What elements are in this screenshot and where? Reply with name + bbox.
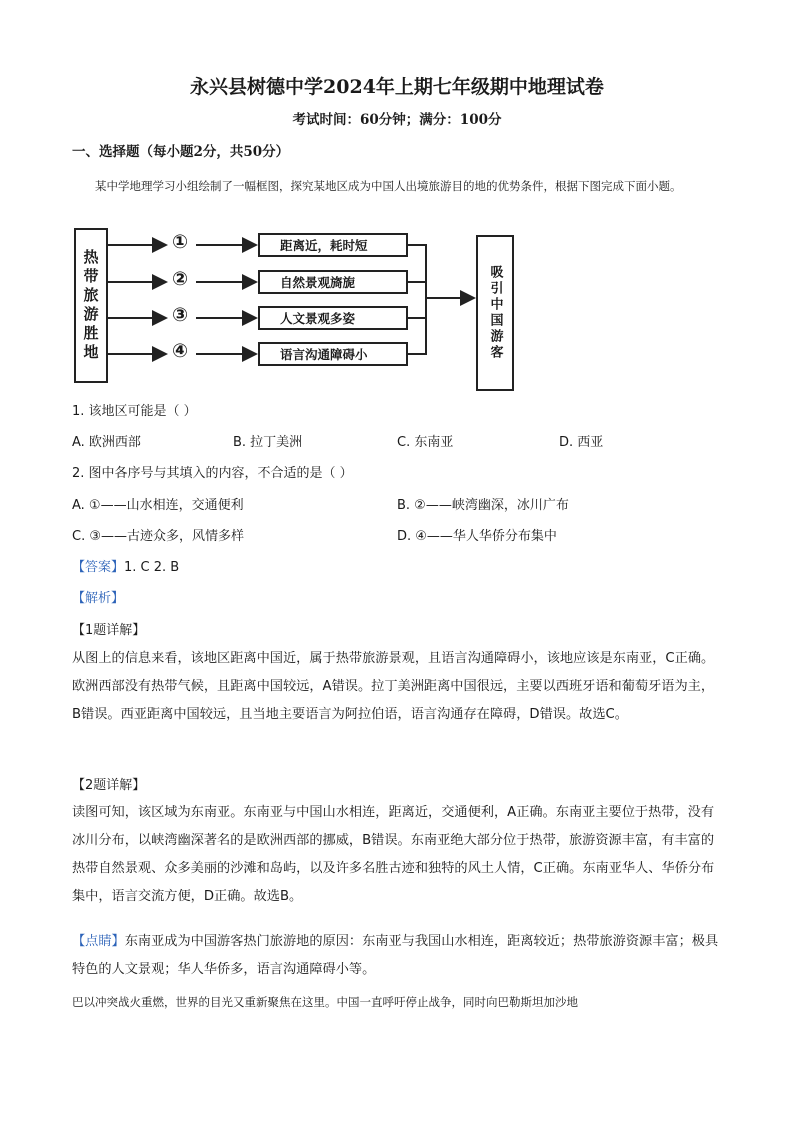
q1-option-a: A. 欧洲西部 <box>72 435 141 450</box>
bracket-line <box>408 245 426 354</box>
question-intro: 某中学地理学习小组绘制了一幅框图，探究某地区成为中国人出境旅游目的地的优势条件，根据下图完成下面小题。 <box>95 179 682 193</box>
detail-2-label: 【2题详解】 <box>72 778 146 793</box>
flow-diagram <box>74 228 514 393</box>
marker-3: ③ <box>172 304 189 326</box>
q1-option-b: B. 拉丁美洲 <box>233 435 303 450</box>
marker-4: ④ <box>172 340 189 362</box>
next-question-intro: 巴以冲突战火重燃，世界的目光又重新聚焦在这里。中国一直呼吁停止战争，同时向巴勒斯坦加沙地 <box>72 995 578 1009</box>
factor-box-3: 人文景观多姿 <box>258 306 408 330</box>
q2-option-c: C. ③——古迹众多，风情多样 <box>72 529 244 544</box>
analysis-label: 【解析】 <box>72 591 125 606</box>
q1-option-d: D. 西亚 <box>559 435 604 450</box>
answer-line <box>72 556 179 575</box>
q2-option-a: A. ①——山水相连，交通便利 <box>72 498 244 513</box>
factor-box-1: 距离近，耗时短 <box>258 233 408 257</box>
exam-info: 考试时间：60分钟；满分：100分 <box>292 112 502 128</box>
tropical-destination-label: 热带旅游胜地 <box>81 248 100 363</box>
detail-2-text: 读图可知，该区域为东南亚。东南亚与中国山水相连，距离近，交通便利，A正确。东南亚主要位于热带，没有冰川分布，以峡湾幽深著名的是欧洲西部的挪威，B错误。东南亚绝大部分位于热带，旅游资源丰富，有丰富的热带自然景观、众多美丽的沙滩和岛屿，以及许多名胜古迹和独特的风土人情，C正确。东南亚华人、华侨分布集中，语言交流方便，D正确。故选B。 <box>72 805 715 904</box>
q2-option-d: D. ④——华人华侨分布集中 <box>397 529 557 544</box>
page-title: 永兴县树德中学2024年上期七年级期中地理试卷 <box>190 76 604 98</box>
tip-paragraph <box>72 928 722 984</box>
detail-1-text: 从图上的信息来看，该地区距离中国近，属于热带旅游景观，且语言沟通障碍小，该地应该是东南亚，C正确。欧洲西部没有热带气候，且距离中国较远，A错误。拉丁美洲距离中国很远，主要以西班牙语和葡萄牙语为主，B错误。西亚距离中国较远，且当地主要语言为阿拉伯语，语言沟通存在障碍，D错误。故选C。 <box>72 651 715 722</box>
marker-2: ② <box>172 268 189 290</box>
tip-label: 【点睛】 <box>72 934 125 949</box>
detail-1-label: 【1题详解】 <box>72 623 146 638</box>
section-heading: 一、选择题（每小题2分，共50分） <box>72 144 290 160</box>
q2-option-b: B. ②——峡湾幽深，冰川广布 <box>397 498 569 513</box>
q1-option-c: C. 东南亚 <box>397 435 454 450</box>
attract-tourists-box <box>476 235 514 391</box>
question-2-stem: 2. 图中各序号与其填入的内容，不合适的是（ ） <box>72 466 353 481</box>
answer-label: 【答案】 <box>72 560 125 575</box>
tip-text: 东南亚成为中国游客热门旅游地的原因：东南亚与我国山水相连，距离较近；热带旅游资源丰富；极具特色的人文景观；华人华侨多，语言沟通障碍小等。 <box>72 934 719 977</box>
factor-box-4: 语言沟通障碍小 <box>258 342 408 366</box>
marker-1: ① <box>172 231 189 253</box>
attract-tourists-label: 吸引中国游客 <box>487 265 503 361</box>
question-1-stem: 1. 该地区可能是（ ） <box>72 404 197 419</box>
answer-text: 1. C 2. B <box>124 560 180 575</box>
tropical-destination-box <box>74 228 108 383</box>
factor-box-2: 自然景观旖旎 <box>258 270 408 294</box>
